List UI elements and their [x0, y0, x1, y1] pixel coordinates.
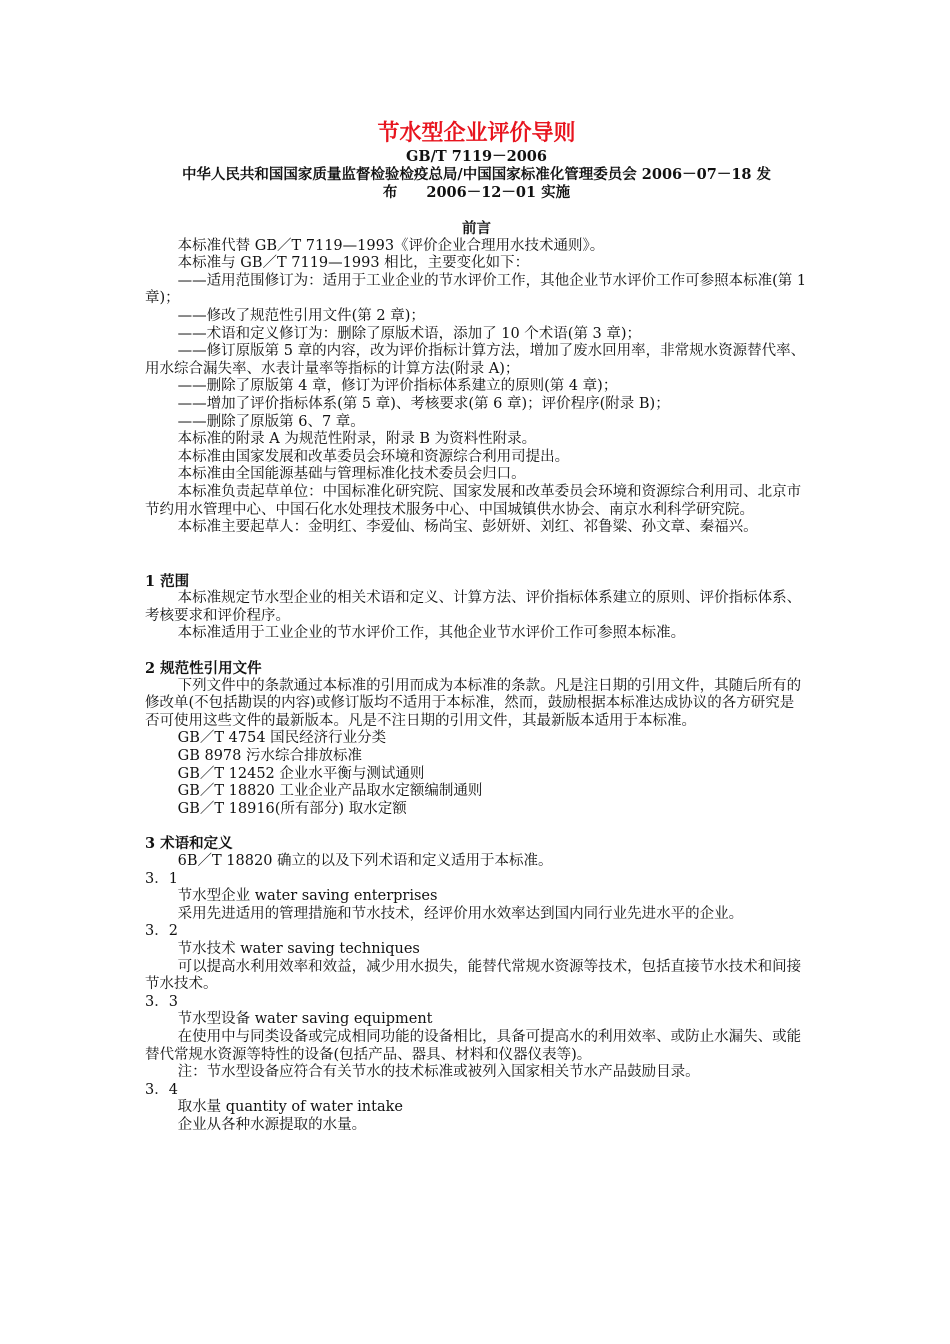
section-1-para: 本标准适用于工业企业的节水评价工作，其他企业节水评价工作可参照本标准。 [177, 625, 686, 642]
preface-para: 本标准负责起草单位：中国标准化研究院、国家发展和改革委员会环境和资源综合利用司、北京市节约用水管理中心、中国石化水处理技术服务中心、中国城镇供水协会、南京水利科学研究院。 [145, 483, 802, 518]
preface-para: 本标准主要起草人：金明红、李爱仙、杨尚宝、彭妍妍、刘红、祁鲁粱、孙文章、秦福兴。 [177, 519, 758, 536]
document-title: 节水型企业评价导则 [377, 120, 576, 146]
preface-para: ——术语和定义修订为：删除了原版术语，添加了 10 个术语(第 3 章)； [177, 325, 642, 342]
preface-heading: 前言 [462, 220, 491, 237]
term-number: 3．1 [145, 870, 178, 887]
publisher-line-1: 中华人民共和国国家质量监督检验检疫总局/中国国家标准化管理委员会 2006－07－18 发 [181, 166, 772, 183]
term-number: 3．2 [145, 923, 178, 940]
reference-item: GB／T 12452 企业水平衡与测试通则 [177, 765, 425, 782]
term-definition: 企业从各种水源提取的水量。 [177, 1116, 367, 1133]
standard-number: GB/T 7119－2006 [406, 148, 547, 165]
reference-item: GB／T 4754 国民经济行业分类 [177, 730, 387, 747]
term-name: 取水量 quantity of water intake [177, 1099, 403, 1116]
term-definition: 采用先进适用的管理措施和节水技术，经评价用水效率达到国内同行业先进水平的企业。 [177, 905, 744, 922]
reference-item: GB／T 18820 工业企业产品取水定额编制通则 [177, 783, 483, 800]
term-number: 3．4 [145, 1081, 178, 1098]
section-3-heading: 3 术语和定义 [145, 835, 233, 853]
section-2-intro: 下列文件中的条款通过本标准的引用而成为本标准的条款。凡是注日期的引用文件，其随后所有的修改单(不包括勘误的内容)或修订版均不适用于本标准，然而，鼓励根据本标准达成协议的各方研究是否可使用这些文件的最新版本。凡是不注日期的引用文件，其最新版本适用于本标准。 [145, 677, 802, 729]
term-definition: 在使用中与同类设备或完成相同功能的设备相比，具备可提高水的利用效率、或防止水漏失、或能替代常规水资源等特性的设备(包括产品、器具、材料和仪器仪表等)。 [145, 1028, 802, 1063]
preface-para: 本标准由全国能源基础与管理标准化技术委员会归口。 [177, 466, 526, 483]
section-2-heading: 2 规范性引用文件 [145, 660, 262, 678]
preface-para: ——删除了原版第 6、7 章。 [177, 413, 365, 430]
preface-para: 本标准由国家发展和改革委员会环境和资源综合利用司提出。 [177, 448, 570, 465]
preface-body [145, 238, 808, 537]
section-1-heading: 1 范围 [145, 572, 190, 590]
preface-para: 本标准的附录 A 为规范性附录，附录 B 为资料性附录。 [177, 431, 537, 448]
publisher-line [145, 166, 808, 202]
term-name: 节水型设备 water saving equipment [177, 1011, 433, 1028]
term-number: 3．3 [145, 993, 178, 1010]
term-name: 节水型企业 water saving enterprises [177, 888, 438, 905]
reference-item: GB／T 18916(所有部分) 取水定额 [177, 800, 407, 817]
preface-para: ——修改了规范性引用文件(第 2 章)； [177, 307, 425, 324]
preface-para: ——删除了原版第 4 章，修订为评价指标体系建立的原则(第 4 章)； [177, 378, 618, 395]
document-page [145, 118, 808, 1135]
preface-para: ——适用范围修订为：适用于工业企业的节水评价工作，其他企业节水评价工作可参照本标准(第 1 章)； [145, 272, 807, 307]
publisher-line-2: 布 2006－12－01 实施 [382, 184, 571, 201]
term-note: 注：节水型设备应符合有关节水的技术标准或被列入国家相关节水产品鼓励目录。 [177, 1064, 700, 1081]
section-3-intro: 6B／T 18820 确立的以及下列术语和定义适用于本标准。 [177, 853, 553, 869]
term-definition: 可以提高水利用效率和效益，减少用水损失，能替代常规水资源等技术，包括直接节水技术和间接节水技术。 [145, 958, 802, 993]
preface-para: ——增加了评价指标体系(第 5 章)、考核要求(第 6 章)；评价程序(附录 B)； [177, 395, 670, 412]
preface-para: 本标准代替 GB／T 7119—1993《评价企业合理用水技术通则》。 [177, 237, 605, 254]
term-name: 节水技术 water saving techniques [177, 940, 420, 957]
reference-item: GB 8978 污水综合排放标准 [177, 748, 362, 765]
section-1-para: 本标准规定节水型企业的相关术语和定义、计算方法、评价指标体系建立的原则、评价指标体系、考核要求和评价程序。 [145, 590, 802, 624]
preface-para: ——修订原版第 5 章的内容，改为评价指标计算方法，增加了废水回用率，非常规水资源替代率、用水综合漏失率、水表计量率等指标的计算方法(附录 A)； [145, 343, 806, 377]
preface-para: 本标准与 GB／T 7119—1993 相比，主要变化如下： [177, 255, 530, 272]
